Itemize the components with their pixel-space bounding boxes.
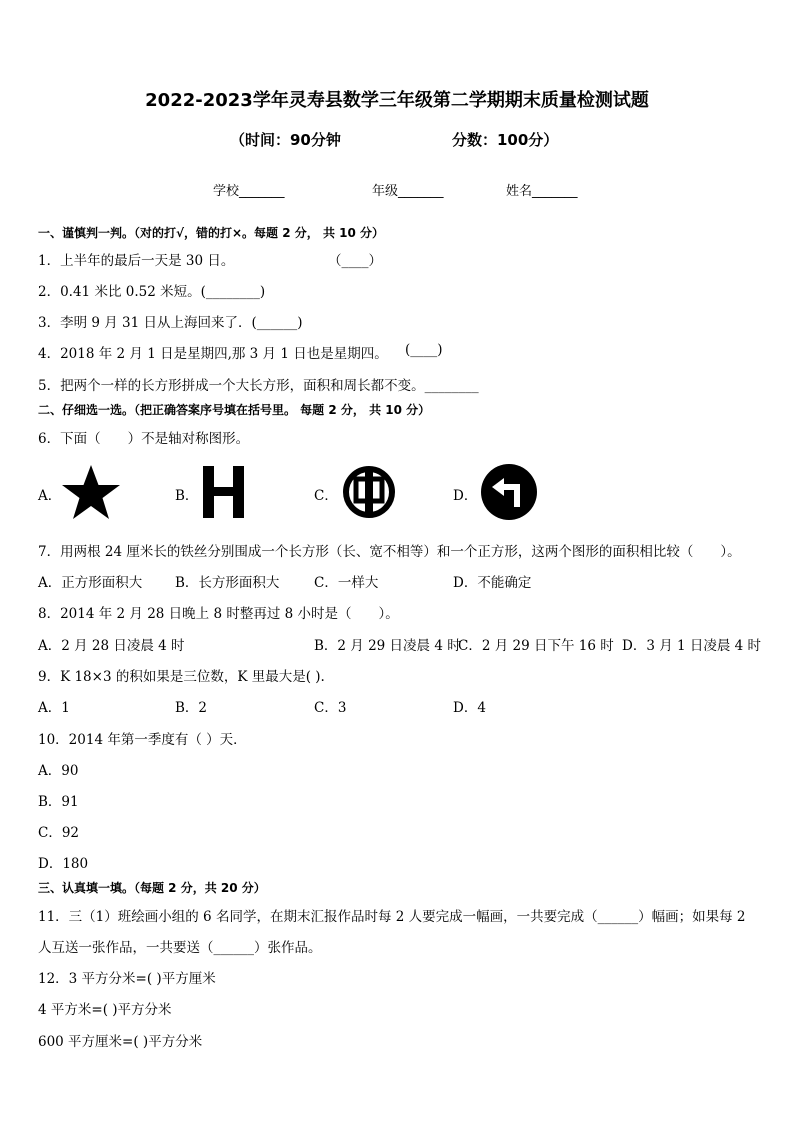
- exam-time: （时间：90分钟: [230, 131, 341, 149]
- question-11-line1: 11．三（1）班绘画小组的 6 名同学，在期末汇报作品时每 2 人要完成一幅画，一共要完成（______）幅画；如果每 2: [38, 909, 746, 925]
- page-title: 2022-2023学年灵寿县数学三年级第二学期期末质量检测试题: [145, 90, 649, 111]
- question-12-line2: 4 平方米=( )平方分米: [38, 1002, 172, 1018]
- q10-option-d[interactable]: D．180: [38, 856, 89, 872]
- question-4-blank[interactable]: (____): [405, 342, 443, 358]
- question-12-line1: 12．3 平方分米=( )平方厘米: [38, 971, 216, 987]
- question-8: 8．2014 年 2 月 28 日晚上 8 时整再过 8 小时是（ ）。: [38, 606, 399, 622]
- section3-heading: 三、认真填一填。（每题 2 分，共 20 分）: [38, 881, 266, 895]
- q6-option-c[interactable]: C．: [314, 488, 338, 504]
- q8-option-d[interactable]: D．3 月 1 日凌晨 4 时: [622, 638, 762, 654]
- exam-score: 分数：100分）: [452, 131, 559, 149]
- question-12-line3: 600 平方厘米=( )平方分米: [38, 1034, 203, 1050]
- q7-option-b[interactable]: B．长方形面积大: [175, 575, 280, 591]
- school-field[interactable]: 学校_______: [213, 184, 285, 199]
- q9-option-c[interactable]: C．3: [314, 700, 347, 716]
- q7-option-c[interactable]: C．一样大: [314, 575, 379, 591]
- turn-left-sign-icon: [478, 463, 540, 521]
- question-5: 5．把两个一样的长方形拼成一个大长方形，面积和周长都不变。________: [38, 378, 479, 394]
- question-1-blank[interactable]: （____）: [328, 253, 382, 269]
- q9-option-a[interactable]: A．1: [38, 700, 70, 716]
- q6-option-a[interactable]: A．: [38, 488, 62, 504]
- question-9: 9．K 18×3 的积如果是三位数，K 里最大是( ).: [38, 669, 325, 685]
- q6-option-d[interactable]: D．: [453, 488, 478, 504]
- question-4: 4．2018 年 2 月 1 日是星期四,那 3 月 1 日也是星期四。: [38, 346, 388, 362]
- question-10: 10．2014 年第一季度有（ ）天．: [38, 732, 247, 748]
- question-6: 6．下面（ ）不是轴对称图形。: [38, 431, 250, 447]
- q8-option-b[interactable]: B．2 月 29 日凌晨 4 时: [314, 638, 461, 654]
- star-icon: [60, 463, 122, 521]
- question-1: 1．上半年的最后一天是 30 日。: [38, 253, 235, 269]
- letter-h-icon: [196, 463, 258, 521]
- question-3: 3．李明 9 月 31 日从上海回来了．(______): [38, 315, 303, 331]
- q10-option-a[interactable]: A．90: [38, 763, 79, 779]
- q10-option-b[interactable]: B．91: [38, 794, 79, 810]
- q10-option-c[interactable]: C．92: [38, 825, 80, 841]
- q7-option-a[interactable]: A．正方形面积大: [38, 575, 143, 591]
- question-7: 7．用两根 24 厘米长的铁丝分别围成一个长方形（长、宽不相等）和一个正方形，这两个图形的面积相比较（ ）。: [38, 544, 741, 560]
- bank-logo-icon: [338, 463, 400, 521]
- q9-option-b[interactable]: B．2: [175, 700, 208, 716]
- q9-option-d[interactable]: D．4: [453, 700, 486, 716]
- name-field[interactable]: 姓名_______: [506, 184, 578, 199]
- question-2: 2．0.41 米比 0.52 米短。(________): [38, 284, 266, 300]
- section1-heading: 一、谨慎判一判。（对的打√，错的打×。每题 2 分， 共 10 分）: [38, 226, 384, 240]
- q7-option-d[interactable]: D．不能确定: [453, 575, 532, 591]
- q8-option-a[interactable]: A．2 月 28 日凌晨 4 时: [38, 638, 185, 654]
- section2-heading: 二、仔细选一选。（把正确答案序号填在括号里。 每题 2 分， 共 10 分）: [38, 403, 431, 417]
- question-11-line2: 人互送一张作品，一共要送（______）张作品。: [38, 940, 322, 956]
- q8-option-c[interactable]: C．2 月 29 日下午 16 时: [458, 638, 614, 654]
- q6-option-b[interactable]: B．: [175, 488, 199, 504]
- grade-field[interactable]: 年级_______: [372, 184, 444, 199]
